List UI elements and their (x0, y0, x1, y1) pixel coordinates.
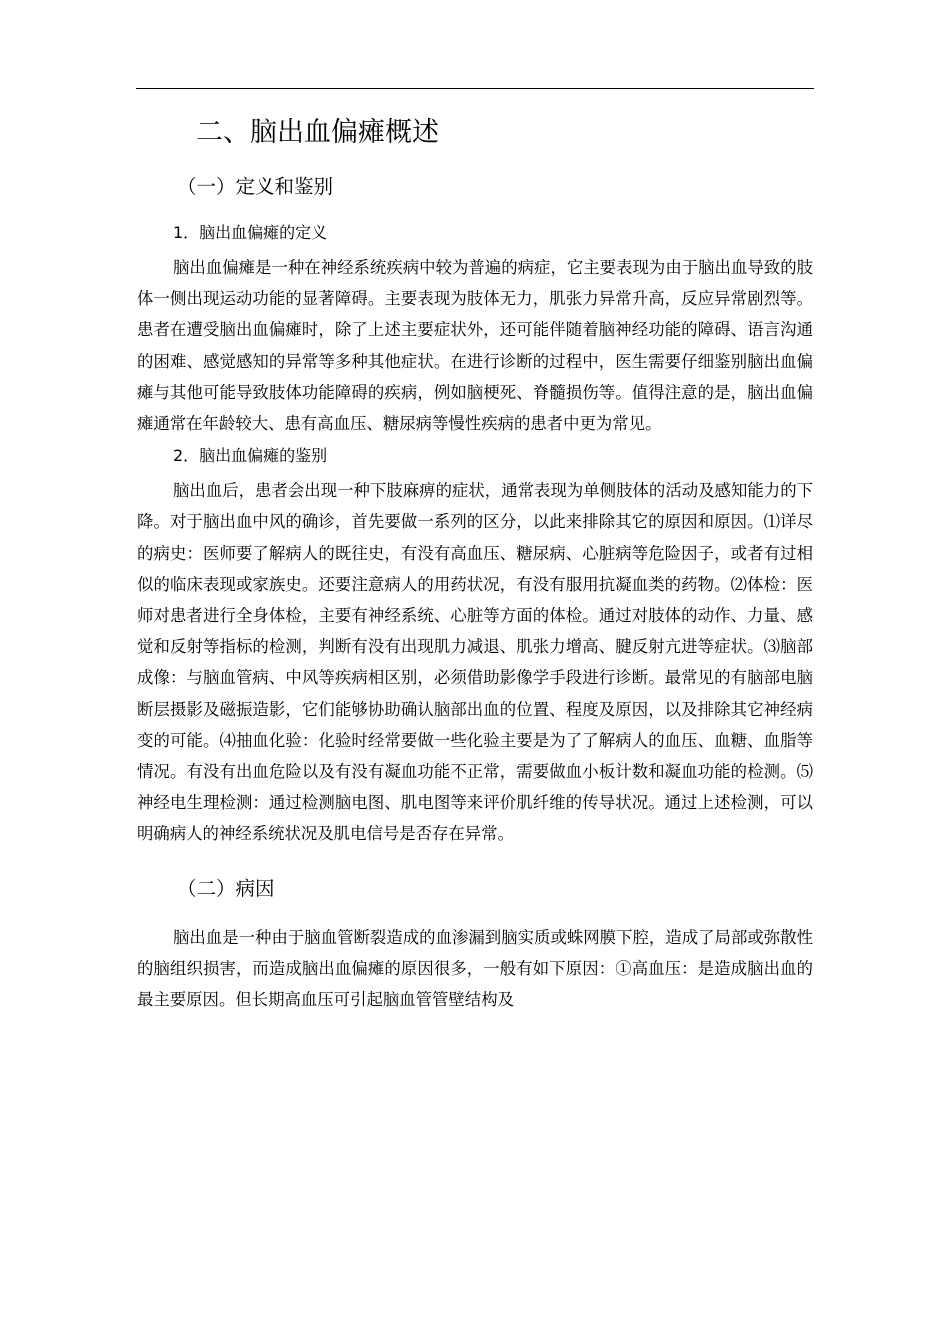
section-title-etiology: （二）病因 (177, 876, 275, 900)
subsection-title-differential: 2．脑出血偏瘫的鉴别 (173, 446, 328, 466)
paragraph-etiology: 脑出血是一种由于脑血管断裂造成的血渗漏到脑实质或蛛网膜下腔，造成了局部或弥散性的脑组织损害，而造成脑出血偏瘫的原因很多，一般有如下原因：①高血压：是造成脑出血的最主要原因。但长期高血压可引起脑血管管壁结构及 (137, 927, 813, 1010)
header-rule (136, 88, 814, 89)
chapter-title: 二、脑出血偏瘫概述 (196, 117, 439, 148)
paragraph-definition: 脑出血偏瘫是一种在神经系统疾病中较为普遍的病症，它主要表现为由于脑出血导致的肢体一侧出现运动功能的显著障碍。主要表现为肢体无力，肌张力异常升高，反应异常剧烈等。患者在遭受脑出血偏瘫时，除了上述主要症状外，还可能伴随着脑神经功能的障碍、语言沟通的困难、感觉感知的异常等多种其他症状。在进行诊断的过程中，医生需要仔细鉴别脑出血偏瘫与其他可能导致肢体功能障碍的疾病，例如脑梗死、脊髓损伤等。值得注意的是，脑出血偏瘫通常在年龄较大、患有高血压、糖尿病等慢性疾病的患者中更为常见。 (137, 258, 813, 434)
subsection-title-definition: 1．脑出血偏瘫的定义 (173, 223, 328, 242)
paragraph-differential: 脑出血后，患者会出现一种下肢麻痹的症状，通常表现为单侧肢体的活动及感知能力的下降。对于脑出血中风的确诊，首先要做一系列的区分，以此来排除其它的原因和原因。⑴详尽的病史：医师要了解病人的既往史，有没有高血压、糖尿病、心脏病等危险因子，或者有过相似的临床表现或家族史。还要注意病人的用药状况，有没有服用抗凝血类的药物。⑵体检：医师对患者进行全身体检，主要有神经系统、心脏等方面的体检。通过对肢体的动作、力量、感觉和反射等指标的检测，判断有没有出现肌力减退、肌张力增高、腱反射亢进等症状。⑶脑部成像：与脑血管病、中风等疾病相区别，必须借助影像学手段进行诊断。最常见的有脑部电脑断层摄影及磁振造影，它们能够协助确认脑部出血的位置、程度及原因，以及排除其它神经病变的可能。⑷抽血化验：化验时经常要做一些化验主要是为了了解病人的血压、血糖、血脂等情况。有没有出血危险以及有没有凝血功能不正常，需要做血小板计数和凝血功能的检测。⑸神经电生理检测：通过检测脑电图、肌电图等来评价肌纤维的传导状况。通过上述检测，可以明确病人的神经系统状况及肌电信号是否存在异常。 (137, 481, 813, 844)
document-page (137, 108, 813, 1015)
section-title-definition: （一）定义和鉴别 (177, 175, 334, 198)
